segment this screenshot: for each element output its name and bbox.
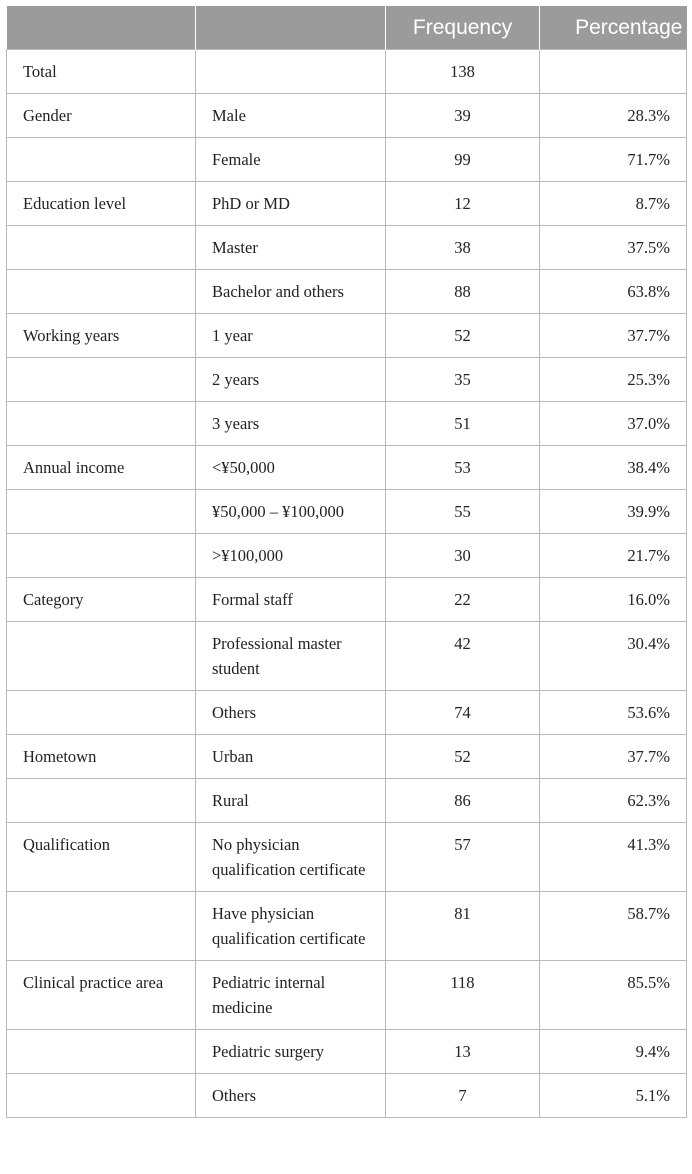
cell-frequency: 138 <box>386 50 540 94</box>
header-percentage: Percentage <box>540 6 687 50</box>
header-frequency: Frequency <box>386 6 540 50</box>
cell-variable: Gender <box>7 94 196 138</box>
cell-frequency: 52 <box>386 314 540 358</box>
cell-variable: Working years <box>7 314 196 358</box>
table-row <box>7 622 687 691</box>
cell-percentage: 16.0% <box>540 578 687 622</box>
cell-percentage: 62.3% <box>540 779 687 823</box>
cell-variable: Category <box>7 578 196 622</box>
cell-category: No physician qualification certificate <box>196 823 386 892</box>
cell-variable <box>7 779 196 823</box>
cell-variable: Qualification <box>7 823 196 892</box>
table-row <box>7 578 687 622</box>
cell-variable <box>7 622 196 691</box>
cell-category: 3 years <box>196 402 386 446</box>
table-row <box>7 270 687 314</box>
cell-frequency: 30 <box>386 534 540 578</box>
cell-percentage: 37.5% <box>540 226 687 270</box>
cell-frequency: 38 <box>386 226 540 270</box>
cell-category: Male <box>196 94 386 138</box>
cell-category: Master <box>196 226 386 270</box>
cell-category: Female <box>196 138 386 182</box>
cell-percentage <box>540 50 687 94</box>
cell-percentage: 41.3% <box>540 823 687 892</box>
cell-category: Formal staff <box>196 578 386 622</box>
cell-variable: Hometown <box>7 735 196 779</box>
cell-frequency: 88 <box>386 270 540 314</box>
cell-category: 1 year <box>196 314 386 358</box>
demographics-table <box>6 6 687 1118</box>
cell-variable: Annual income <box>7 446 196 490</box>
cell-category: Urban <box>196 735 386 779</box>
table-row <box>7 182 687 226</box>
cell-variable <box>7 534 196 578</box>
cell-percentage: 28.3% <box>540 94 687 138</box>
cell-category: 2 years <box>196 358 386 402</box>
cell-percentage: 21.7% <box>540 534 687 578</box>
table-row <box>7 314 687 358</box>
table-row <box>7 534 687 578</box>
cell-percentage: 37.7% <box>540 314 687 358</box>
cell-percentage: 85.5% <box>540 961 687 1030</box>
cell-frequency: 51 <box>386 402 540 446</box>
table-row <box>7 1074 687 1118</box>
cell-frequency: 55 <box>386 490 540 534</box>
cell-variable: Clinical practice area <box>7 961 196 1030</box>
cell-category: Others <box>196 691 386 735</box>
table-row <box>7 823 687 892</box>
table-row <box>7 226 687 270</box>
cell-variable <box>7 490 196 534</box>
cell-category: ¥50,000 – ¥100,000 <box>196 490 386 534</box>
cell-frequency: 86 <box>386 779 540 823</box>
table-row <box>7 961 687 1030</box>
cell-percentage: 38.4% <box>540 446 687 490</box>
demographics-table-container <box>6 6 686 1118</box>
cell-frequency: 74 <box>386 691 540 735</box>
cell-frequency: 81 <box>386 892 540 961</box>
cell-percentage: 63.8% <box>540 270 687 314</box>
cell-category: Rural <box>196 779 386 823</box>
cell-variable: Education level <box>7 182 196 226</box>
cell-frequency: 118 <box>386 961 540 1030</box>
cell-variable <box>7 226 196 270</box>
cell-frequency: 7 <box>386 1074 540 1118</box>
table-row <box>7 402 687 446</box>
cell-variable <box>7 1030 196 1074</box>
cell-frequency: 57 <box>386 823 540 892</box>
cell-category: Professional master student <box>196 622 386 691</box>
table-row <box>7 735 687 779</box>
cell-variable <box>7 358 196 402</box>
cell-variable <box>7 691 196 735</box>
cell-category: Pediatric surgery <box>196 1030 386 1074</box>
cell-category: Pediatric internal medicine <box>196 961 386 1030</box>
cell-frequency: 35 <box>386 358 540 402</box>
cell-frequency: 99 <box>386 138 540 182</box>
table-row <box>7 892 687 961</box>
table-row <box>7 138 687 182</box>
table-row <box>7 446 687 490</box>
cell-category: >¥100,000 <box>196 534 386 578</box>
table-row <box>7 490 687 534</box>
header-row <box>7 6 687 50</box>
cell-category: PhD or MD <box>196 182 386 226</box>
cell-percentage: 9.4% <box>540 1030 687 1074</box>
table-row <box>7 50 687 94</box>
cell-percentage: 53.6% <box>540 691 687 735</box>
cell-variable <box>7 402 196 446</box>
header-category <box>196 6 386 50</box>
cell-percentage: 37.7% <box>540 735 687 779</box>
table-row <box>7 358 687 402</box>
cell-frequency: 12 <box>386 182 540 226</box>
header-variable <box>7 6 196 50</box>
cell-percentage: 30.4% <box>540 622 687 691</box>
cell-percentage: 58.7% <box>540 892 687 961</box>
table-header <box>7 6 687 50</box>
cell-percentage: 39.9% <box>540 490 687 534</box>
cell-percentage: 8.7% <box>540 182 687 226</box>
table-row <box>7 691 687 735</box>
cell-variable <box>7 270 196 314</box>
cell-frequency: 42 <box>386 622 540 691</box>
table-row <box>7 94 687 138</box>
table-body <box>7 50 687 1118</box>
cell-frequency: 52 <box>386 735 540 779</box>
cell-variable <box>7 1074 196 1118</box>
cell-category: Have physician qualification certificate <box>196 892 386 961</box>
cell-variable <box>7 892 196 961</box>
cell-frequency: 22 <box>386 578 540 622</box>
cell-percentage: 25.3% <box>540 358 687 402</box>
cell-frequency: 53 <box>386 446 540 490</box>
cell-frequency: 39 <box>386 94 540 138</box>
cell-variable: Total <box>7 50 196 94</box>
cell-frequency: 13 <box>386 1030 540 1074</box>
cell-category: <¥50,000 <box>196 446 386 490</box>
cell-percentage: 5.1% <box>540 1074 687 1118</box>
cell-category: Others <box>196 1074 386 1118</box>
cell-category <box>196 50 386 94</box>
cell-percentage: 71.7% <box>540 138 687 182</box>
table-row <box>7 779 687 823</box>
table-row <box>7 1030 687 1074</box>
cell-category: Bachelor and others <box>196 270 386 314</box>
cell-variable <box>7 138 196 182</box>
cell-percentage: 37.0% <box>540 402 687 446</box>
